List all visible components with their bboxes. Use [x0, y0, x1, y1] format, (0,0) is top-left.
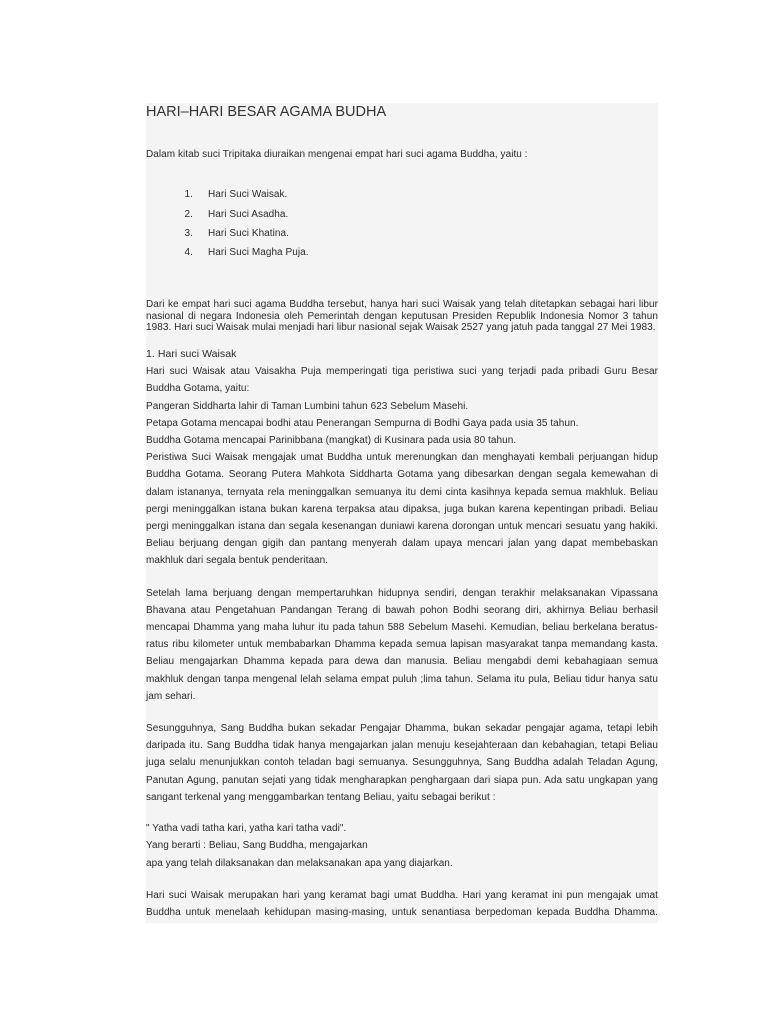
- paragraph-3: Sesungguhnya, Sang Buddha bukan sekadar Pengajar Dhamma, bukan sekadar pengajar agama, tetapi lebih daripada itu. Sang Buddha tidak hanya mengajarkan jalan menuju kesejahteraan dan kebahagian, tetapi Beliau juga selalu menunjukkan contoh teladan bagi semuanya. Sesungguhnya, Sang Buddha adalah Teladan Agung, Panutan Agung, panutan sejati yang tidak mengharapkan penghargaan dari siapa pun. Ada satu ungkapan yang sangant terkenal yang menggambarkan tentang Beliau, yaitu sebagai berikut :: [146, 723, 658, 803]
- quote-text: " Yatha vadi tatha kari, yatha kari tatha vadi".: [146, 823, 347, 835]
- lead-paragraph: Dari ke empat hari suci agama Buddha tersebut, hanya hari suci Waisak yang telah ditetapkan sebagai hari libur nasional di negara Indonesia oleh Pemerintah dengan keputusan Presiden Republik Indonesia Nomor 3 tahun 1983. Hari suci Waisak mulai menjadi hari libur nasional sejak Waisak 2527 yang jatuh pada tanggal 27 Mei 1983.: [146, 298, 658, 334]
- section-heading: 1. Hari suci Waisak: [146, 348, 237, 361]
- list-text: Hari Suci Magha Puja.: [208, 247, 309, 259]
- list-item: [146, 185, 658, 204]
- paragraph-4: Hari suci Waisak merupakan hari yang keramat bagi umat Buddha. Hari yang keramat ini pun mengajak umat Buddha untuk menelaah kehidupan masing-masing, untuk senantiasa berpedoman kepada Buddha Dhamma.: [146, 889, 658, 918]
- paragraph-2: Setelah lama berjuang dengan mempertaruhkan hidupnya sendiri, dengan terakhir melaksanakan Vipassana Bhavana atau Pengetahuan Pandangan Terang di bawah pohon Bodhi seorang diri, akhirnya Beliau berhasil mencapai Dhamma yang maha luhur itu pada tahun 588 Sebelum Masehi. Kemudian, beliau berkelana beratus-ratus ribu kilometer untuk membabarkan Dhamma kepada semua lapisan masyarakat tanpa memandang kasta. Beliau mengajarkan Dhamma kepada para dewa dan manusia. Beliau mengabdi demi kebahagiaan semua makhluk dengan tanpa mengenal lelah selama empat puluh ;lima tahun. Selama itu pula, Beliau tidur hanya satu jam sehari.: [146, 587, 658, 702]
- list-number: 2.: [184, 208, 193, 220]
- list-item: [146, 205, 658, 224]
- quote-meaning-line-1: Yang berarti : Beliau, Sang Buddha, mengajarkan: [146, 840, 368, 852]
- paragraph-1: Peristiwa Suci Waisak mengajak umat Buddha untuk merenungkan dan menghayati kembali perjuangan hidup Buddha Gotama. Seorang Putera Mahkota Siddharta Gotama yang dibesarkan dengan segala kemewahan di dalam istananya, ternyata rela meninggalkan semuanya itu demi cinta kasihnya kepada semua makhluk. Beliau pergi meninggalkan istana bukan karena terpaksa atau dipaksa, juga bukan karena kepentingan pribadi. Beliau pergi meninggalkan istana dan segala kesenangan duniawi karena dorongan untuk mencari sesuatu yang hakiki. Beliau berjuang dengan gigih dan pantang menyerah dalam upaya mencari jalan yang dapat membebaskan makhluk dari segala bentuk penderitaan.: [146, 452, 658, 567]
- list-item: [146, 224, 658, 243]
- document-content: [146, 103, 658, 921]
- waisak-intro-paragraph: Hari suci Waisak atau Vaisakha Puja memperingati tiga peristiwa suci yang terjadi pada pribadi Guru Besar Buddha Gotama, yaitu:: [146, 366, 658, 395]
- list-text: Hari Suci Asadha.: [208, 208, 289, 220]
- list-item: [146, 243, 658, 262]
- document-title: HARI–HARI BESAR AGAMA BUDHA: [146, 104, 387, 120]
- list-number: 1.: [184, 189, 193, 201]
- list-number: 4.: [184, 247, 193, 259]
- event-item: Petapa Gotama mencapai bodhi atau Penerangan Sempurna di Bodhi Gaya pada usia 35 tahun.: [146, 417, 579, 429]
- event-item: Pangeran Siddharta lahir di Taman Lumbini tahun 623 Sebelum Masehi.: [146, 400, 469, 412]
- quote-meaning-line-2: apa yang telah dilaksanakan dan melaksanakan apa yang diajarkan.: [146, 857, 453, 869]
- holy-days-list: [146, 185, 658, 263]
- list-text: Hari Suci Waisak.: [208, 189, 288, 201]
- list-text: Hari Suci Khatina.: [208, 228, 289, 240]
- list-number: 3.: [184, 228, 193, 240]
- intro-paragraph: Dalam kitab suci Tripitaka diuraikan mengenai empat hari suci agama Buddha, yaitu :: [146, 149, 528, 160]
- event-item: Buddha Gotama mencapai Parinibbana (mangkat) di Kusinara pada usia 80 tahun.: [146, 435, 517, 447]
